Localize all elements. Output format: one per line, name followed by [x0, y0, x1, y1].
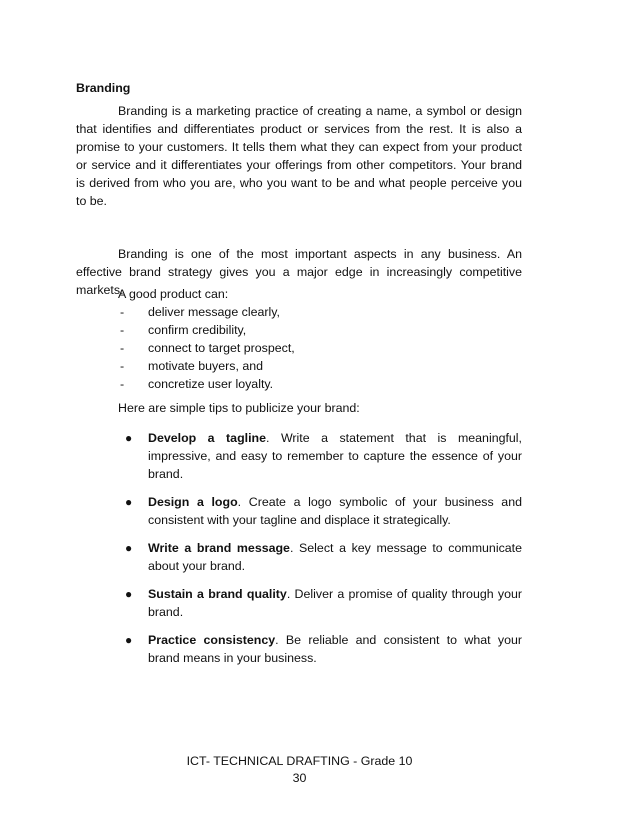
bullet-icon: ● — [125, 587, 133, 601]
list-item: - concretize user loyalty. — [120, 377, 274, 391]
tip-text: Select a key message to communicate about your brand. — [148, 541, 522, 573]
tip-title: Develop a tagline — [148, 431, 266, 445]
tip-text: Write a statement that is meaningful, impressive, and easy to remember to capture the essence of your brand. — [148, 431, 523, 481]
good-product-intro: A good product can: — [118, 287, 229, 301]
list-item: - deliver message clearly, — [120, 305, 280, 319]
tip-item: ● Write a brand message. Select a key message to communicate about your brand. — [125, 541, 522, 573]
tip-item: ● Sustain a brand quality. Deliver a promise of quality through your brand. — [125, 587, 522, 619]
list-item: - motivate buyers, and — [120, 359, 264, 373]
footer-course: ICT- TECHNICAL DRAFTING - Grade 10 — [186, 754, 413, 768]
tip-title: Practice consistency — [148, 633, 276, 647]
paragraph-branding-importance: Branding is one of the most important aspects in any business. An effective brand strategy gives you a major edge in increasingly competitive markets. — [76, 247, 522, 297]
bullet-icon: ● — [125, 495, 133, 509]
tip-item: ● Develop a tagline. Write a statement that is meaningful, impressive, and easy to remember to capture the essence of your brand. — [125, 431, 523, 481]
tip-title: Write a brand message — [148, 541, 290, 555]
tip-title: Design a logo — [148, 495, 238, 509]
tip-title: Sustain a brand quality — [148, 587, 287, 601]
tip-text: Create a logo symbolic of your business and consistent with your tagline and displace it strategically. — [148, 495, 522, 527]
list-item: - confirm credibility, — [120, 323, 247, 337]
tip-text: Deliver a promise of quality through your brand. — [148, 587, 522, 619]
good-product-list — [118, 303, 522, 393]
bullet-icon: ● — [125, 541, 133, 555]
bullet-icon: ● — [125, 431, 133, 445]
tip-item: ● Practice consistency. Be reliable and consistent to what your brand means in your business. — [125, 633, 522, 665]
tip-text: Be reliable and consistent to what your brand means in your business. — [148, 633, 522, 665]
paragraph-branding-definition: Branding is a marketing practice of creating a name, a symbol or design that identifies and differentiates product or services from the rest. It is also a promise to your customers. It tells them what they can expect from your product or service and it differentiates your offerings from other competitors. Your brand is derived from who you are, who you want to be and what people perceive you to be. — [76, 104, 522, 208]
bullet-icon: ● — [125, 633, 133, 647]
tips-intro: Here are simple tips to publicize your brand: — [118, 401, 360, 415]
tips-list — [118, 429, 522, 677]
footer-page-number: 30 — [292, 771, 307, 785]
section-heading: Branding — [76, 81, 131, 95]
tip-item: ● Design a logo. Create a logo symbolic of your business and consistent with your tagline and displace it strategically. — [125, 495, 522, 527]
list-item: - connect to target prospect, — [120, 341, 295, 355]
